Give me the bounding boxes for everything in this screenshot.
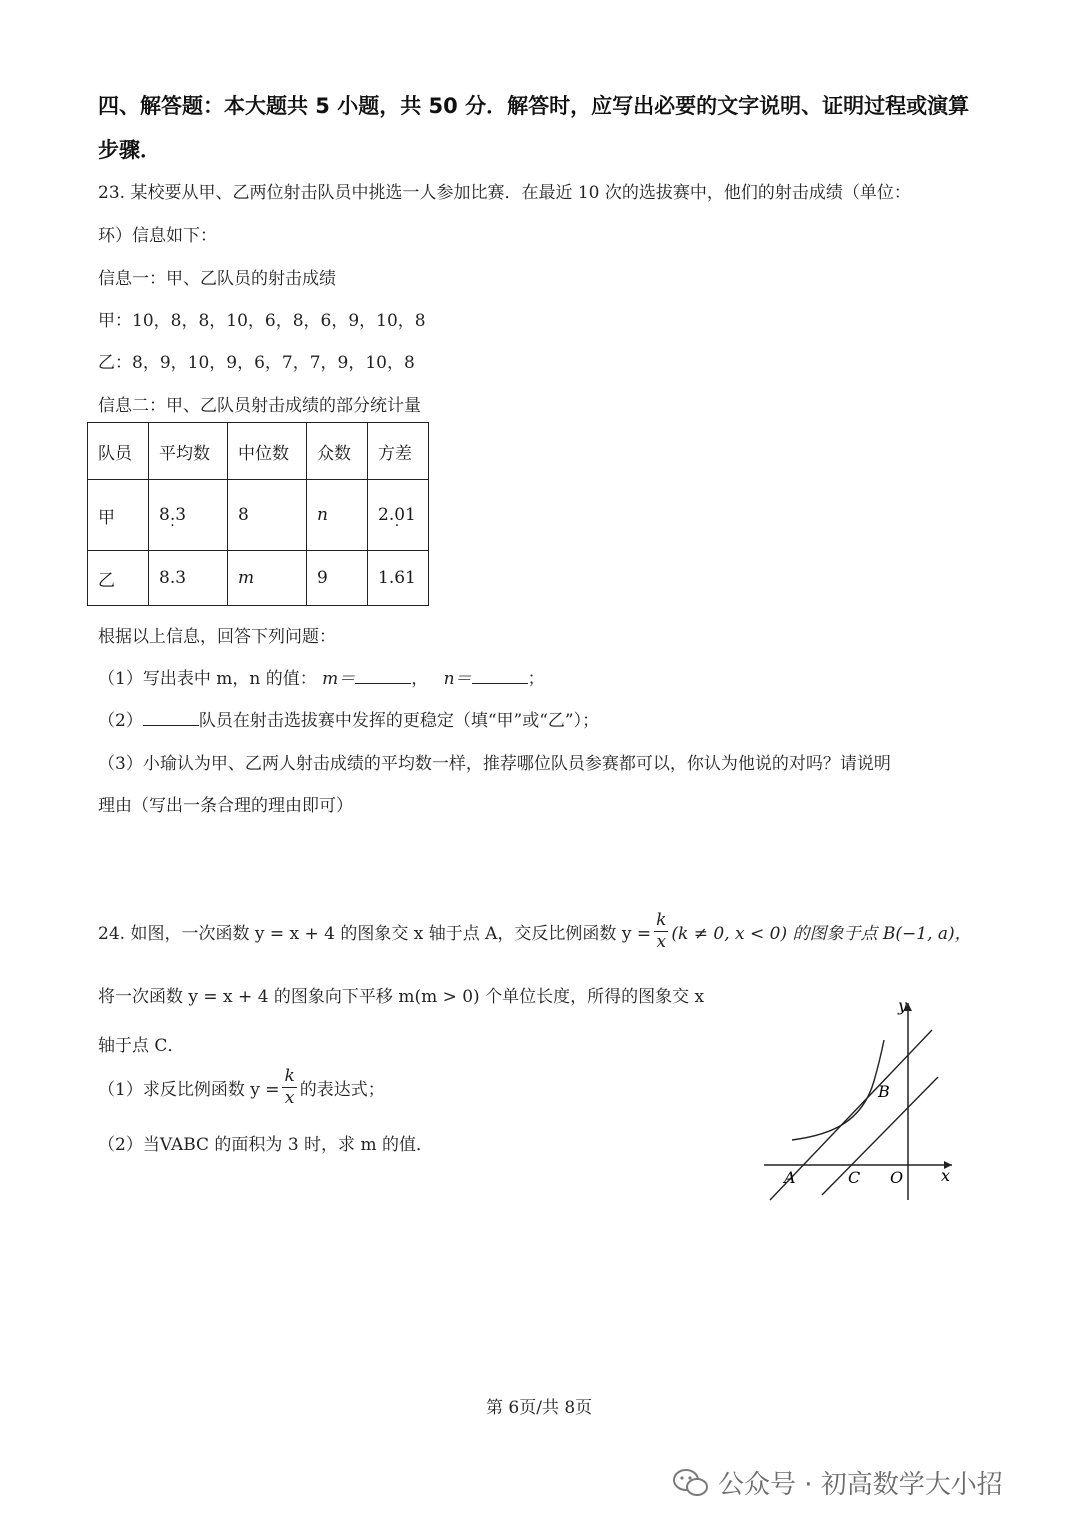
point-b-label: B — [878, 1082, 890, 1101]
q23-jia-scores: 甲：10，8，8，10，6，8，6，9，10，8 — [98, 311, 426, 331]
q23-sub2-prefix: （2） — [98, 711, 143, 731]
hyperbola-curve — [792, 1040, 884, 1140]
q23-intro-line1: 23. 某校要从甲、乙两位射击队员中挑选一人参加比赛．在最近 10 次的选拔赛中，他们的射击成绩（单位： — [98, 183, 911, 203]
q24-line3: 轴于点 C． — [98, 1036, 185, 1056]
variance-jia-value: 2.01 · — [378, 505, 416, 525]
point-c-label: C — [848, 1168, 861, 1187]
y-axis-label: y — [898, 996, 908, 1015]
cell-player-yi: 乙 — [88, 551, 149, 606]
q23-sub1-n-label: n＝ — [443, 669, 472, 689]
q24-sub2: （2）当VABC 的面积为 3 时，求 m 的值． — [98, 1135, 433, 1155]
cell-mode-yi: 9 — [307, 551, 368, 606]
q24-line1-a: 24. 如图，一次函数 y = x + 4 的图象交 x 轴于点 A，交反比例函数 y = — [98, 924, 652, 944]
q24-sub1-b: 的表达式； — [299, 1080, 385, 1100]
function-graph — [750, 995, 970, 1205]
mean-jia-value: 8.3 · — [159, 505, 186, 525]
cell-mean-yi: 8.3 — [149, 551, 228, 606]
q23-yi-scores: 乙：8，9，10，9，6，7，7，9，10，8 — [98, 353, 415, 373]
q24-line1 — [98, 912, 972, 951]
fraction-k-over-x — [654, 912, 668, 951]
q23-sub1-m-label: m＝ — [322, 669, 356, 689]
fraction-denominator: x — [656, 932, 667, 952]
header-mean: 平均数 — [149, 423, 228, 480]
cell-median-jia: 8 — [228, 480, 307, 551]
wechat-icon — [672, 1468, 710, 1498]
cell-mode-jia: n — [307, 480, 368, 551]
watermark-text: 公众号 · 初高数学大小招 — [718, 1470, 1003, 1500]
fraction-k-over-x-2 — [282, 1068, 296, 1107]
table-row — [88, 480, 429, 551]
q23-info2-title: 信息二：甲、乙队员射击成绩的部分统计量 — [98, 396, 421, 416]
q24-line1-b: (k ≠ 0, x < 0) 的图象于点 B(−1, a)， — [671, 924, 972, 944]
point-a-label: A — [784, 1168, 796, 1187]
stable-player-blank[interactable] — [143, 711, 199, 726]
q23-prompt: 根据以上信息，回答下列问题： — [98, 627, 336, 647]
n-answer-blank[interactable] — [472, 669, 528, 684]
fraction-numerator: k — [656, 910, 667, 930]
x-axis-label: x — [941, 1166, 951, 1185]
fraction-denominator-2: x — [284, 1088, 295, 1108]
table-row — [88, 551, 429, 606]
q23-sub2 — [98, 706, 599, 731]
q23-sub2-text: 队员在射击选拔赛中发挥的更稳定（填“甲”或“乙”）； — [198, 711, 600, 731]
q23-sub1-text: （1）写出表中 m，n 的值： — [98, 669, 317, 689]
cell-mean-jia — [149, 480, 228, 551]
header-player: 队员 — [88, 423, 149, 480]
header-variance: 方差 — [368, 423, 429, 480]
section-heading-line1: 四、解答题：本大题共 5 小题，共 50 分．解答时，应写出必要的文字说明、证明过程或演算 — [98, 94, 970, 118]
header-mode: 众数 — [307, 423, 368, 480]
q23-sub3-line2: 理由（写出一条合理的理由即可） — [98, 796, 353, 816]
q23-sub1: （1）写出表中 m，n 的值： m＝ ， n＝ ； — [98, 669, 545, 689]
cell-variance-yi: 1.61 — [368, 551, 429, 606]
origin-label: O — [890, 1168, 904, 1187]
header-median: 中位数 — [228, 423, 307, 480]
cell-player-jia: 甲 — [88, 480, 149, 551]
table-header-row — [88, 423, 429, 480]
stats-table — [87, 422, 429, 606]
cell-variance-jia — [368, 480, 429, 551]
q24-sub1 — [98, 1068, 385, 1107]
fraction-numerator-2: k — [284, 1066, 295, 1086]
q24-sub1-a: （1）求反比例函数 y = — [98, 1080, 280, 1100]
page-number: 第 6页/共 8页 — [486, 1398, 593, 1418]
m-answer-blank[interactable] — [355, 669, 411, 684]
q23-sub3-line1: （3）小瑜认为甲、乙两人射击成绩的平均数一样，推荐哪位队员参赛都可以，你认为他说的对吗？请说明 — [98, 754, 891, 774]
q23-info1-title: 信息一：甲、乙队员的射击成绩 — [98, 269, 336, 289]
q24-line2: 将一次函数 y = x + 4 的图象向下平移 m(m > 0) 个单位长度，所得的图象交 x — [98, 987, 705, 1007]
section-heading-line2: 步骤． — [98, 138, 161, 162]
watermark — [672, 1464, 1003, 1501]
cell-median-yi: m — [228, 551, 307, 606]
q23-intro-line2: 环）信息如下： — [98, 226, 217, 246]
